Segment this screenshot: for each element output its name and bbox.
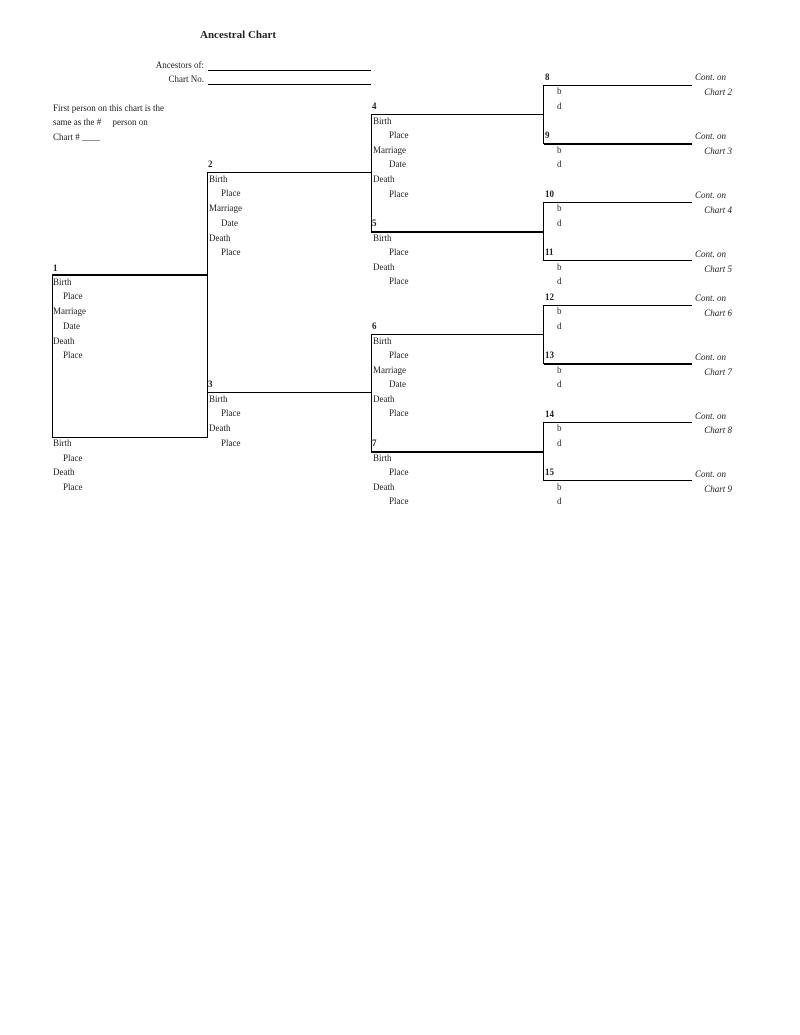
person-8-cont-chart[interactable]: Chart 2 [704,87,732,97]
person-10-bracket [543,202,544,232]
person-11-cont-on-label: Cont. on [695,249,727,259]
person-3-birth-label: Birth [209,394,228,404]
person-14-d-label: d [557,438,562,448]
person-1-death-place-label: Place [63,350,83,360]
person-10-d-label: d [557,218,562,228]
person-8-name-line[interactable] [544,85,692,86]
person-2-name-line[interactable] [208,172,371,173]
person-9-cont-chart[interactable]: Chart 3 [704,146,732,156]
person-7-number: 7 [372,438,377,448]
person-12-number: 12 [545,292,554,302]
person-8-b-label: b [557,86,562,96]
person-2-birth-place-label: Place [221,188,241,198]
person-6-marriage-label: Marriage [373,365,406,375]
person-9-cont-on-label: Cont. on [695,131,727,141]
person-5-birth-label: Birth [373,233,392,243]
person-6-marriage-date-label: Date [389,379,406,389]
person-8-number: 8 [545,72,550,82]
person-15-number: 15 [545,467,554,477]
person-6-name-line[interactable] [371,334,544,335]
person-10-number: 10 [545,189,554,199]
person-13-b-label: b [557,365,562,375]
person-11-name-line[interactable] [544,260,692,261]
person-2-death-label: Death [209,233,231,243]
person-13-d-label: d [557,379,562,389]
person-2-number: 2 [208,159,213,169]
person-4-death-place-label: Place [389,189,409,199]
person-10-b-label: b [557,203,562,213]
person-2-death-place-label: Place [221,247,241,257]
person-6-death-place-label: Place [389,408,409,418]
person-5-death-place-label: Place [389,276,409,286]
person-2-bracket [207,172,208,276]
person-3-death-place-label: Place [221,438,241,448]
person-14-cont-on-label: Cont. on [695,411,727,421]
person-11-bracket [543,231,544,261]
person-4-birth-label: Birth [373,116,392,126]
person-12-bracket [543,305,544,335]
spouse-birth-label: Birth [53,438,72,448]
person-9-name-line[interactable] [544,143,692,145]
person-5-death-label: Death [373,262,395,272]
person-2-birth-label: Birth [209,174,228,184]
person-2-marriage-label: Marriage [209,203,242,213]
person-1-birth-label: Birth [53,277,72,287]
person-14-b-label: b [557,423,562,433]
person-7-name-line[interactable] [371,451,544,453]
spouse-death-place-label: Place [63,482,83,492]
person-13-bracket [543,334,544,364]
person-1-marriage-label: Marriage [53,306,86,316]
person-10-name-line[interactable] [544,202,692,203]
person-11-d-label: d [557,276,562,286]
person-5-number: 5 [372,218,377,228]
person-6-death-label: Death [373,394,395,404]
person-10-cont-on-label: Cont. on [695,190,727,200]
person-11-cont-chart[interactable]: Chart 5 [704,264,732,274]
person-1-death-label: Death [53,336,75,346]
person-11-number: 11 [545,247,554,257]
person-4-marriage-date-label: Date [389,159,406,169]
person-7-birth-place-label: Place [389,467,409,477]
chart-no-label: Chart No. [168,74,204,84]
ancestors-of-label: Ancestors of: [155,60,204,70]
person-11-b-label: b [557,262,562,272]
spouse-death-label: Death [53,467,75,477]
person-12-cont-chart[interactable]: Chart 6 [704,308,732,318]
person-10-cont-chart[interactable]: Chart 4 [704,205,732,215]
person-12-name-line[interactable] [544,305,692,306]
person-14-number: 14 [545,409,554,419]
person-4-name-line[interactable] [371,114,544,115]
person-8-bracket [543,85,544,115]
person-3-death-label: Death [209,423,231,433]
person-15-b-label: b [557,482,562,492]
persons-6-7-bracket [371,334,372,452]
person-7-death-place-label: Place [389,496,409,506]
person-9-number: 9 [545,130,550,140]
person-12-b-label: b [557,306,562,316]
person-9-d-label: d [557,159,562,169]
person-1-birth-place-label: Place [63,291,83,301]
person-15-name-line[interactable] [544,480,692,481]
person-13-cont-on-label: Cont. on [695,352,727,362]
person-8-cont-on-label: Cont. on [695,72,727,82]
page-title: Ancestral Chart [200,29,277,41]
spouse-birth-place-label: Place [63,453,83,463]
note-line-2: same as the # person on [53,117,148,127]
note-line-1: First person on this chart is the [53,103,164,113]
person-9-bracket [543,114,544,144]
person-1-name-line [52,274,208,276]
person-5-birth-place-label: Place [389,247,409,257]
person-7-death-label: Death [373,482,395,492]
person-4-number: 4 [372,101,377,111]
person-3-number: 3 [208,379,213,389]
persons-4-5-bracket [371,114,372,232]
person-3-name-line[interactable] [208,392,371,393]
person-6-birth-label: Birth [373,336,392,346]
note-line-3: Chart # ____ [53,132,100,142]
person-1-number: 1 [53,263,58,273]
person-15-cont-chart[interactable]: Chart 9 [704,484,732,494]
person-15-d-label: d [557,496,562,506]
person-12-d-label: d [557,321,562,331]
person-15-cont-on-label: Cont. on [695,469,727,479]
person-4-death-label: Death [373,174,395,184]
person-14-name-line[interactable] [544,422,692,423]
chart-no-field[interactable] [208,84,371,85]
person-2-marriage-date-label: Date [221,218,238,228]
person-9-b-label: b [557,145,562,155]
person-6-number: 6 [372,321,377,331]
person-15-bracket [543,451,544,481]
person-4-birth-place-label: Place [389,130,409,140]
ancestors-of-field[interactable] [208,70,371,71]
person-12-cont-on-label: Cont. on [695,293,727,303]
person-1-marriage-date-label: Date [63,321,80,331]
person-3-bracket [207,275,208,393]
person-5-name-line[interactable] [371,231,544,233]
person-6-birth-place-label: Place [389,350,409,360]
person-13-name-line[interactable] [544,363,692,365]
person-3-birth-place-label: Place [221,408,241,418]
person-13-cont-chart[interactable]: Chart 7 [704,367,732,377]
person-7-birth-label: Birth [373,453,392,463]
person-14-bracket [543,422,544,452]
person-13-number: 13 [545,350,554,360]
person-8-d-label: d [557,101,562,111]
person-4-marriage-label: Marriage [373,145,406,155]
person-14-cont-chart[interactable]: Chart 8 [704,425,732,435]
